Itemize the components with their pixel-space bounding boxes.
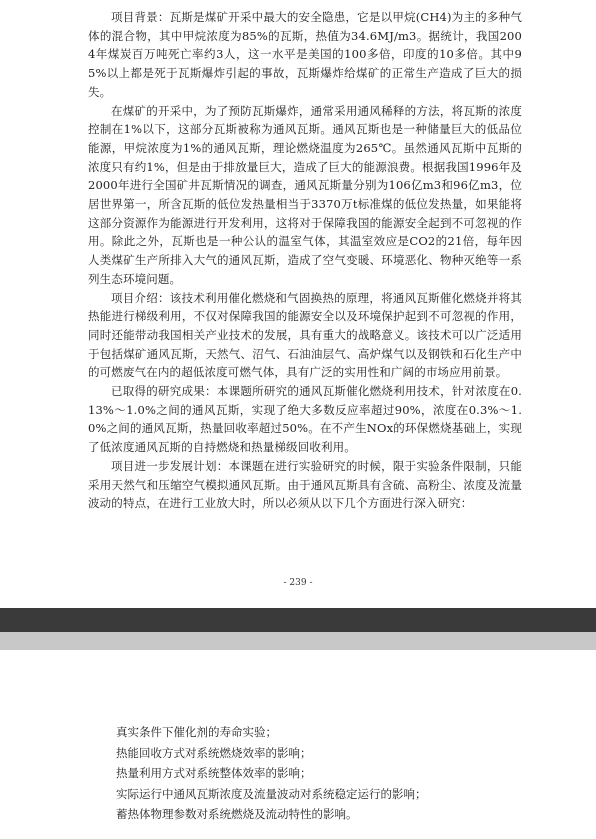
paragraph-ventilation-methane: 在煤矿的开采中，为了预防瓦斯爆炸，通常采用通风稀释的方法，将瓦斯的浓度控制在1%以下，这部分瓦斯被称为通风瓦斯。通风瓦斯也是一种储量巨大的低品位能源，甲烷浓度为1%的通风瓦斯，理论燃烧温度为265℃。虽然通风瓦斯中瓦斯的浓度只有约1%，但是由于排放量巨大，造成了巨大的能源浪费。根据我国1996年及2000年进行全国矿井瓦斯情况的调查，通风瓦斯量分别为106亿m3和96亿m3，位居世界第一，所含瓦斯的低位发热量相当于3370万t标准煤的低位发热量，如果能将这部分资源作为能源进行开发利用，这将对于保障我国的能源安全起到不可忽视的作用。除此之外，瓦斯也是一种公认的温室气体，其温室效应是CO2的21倍，每年因人类煤矿生产所排入大气的通风瓦斯，造成了空气变暖、环境恶化、物种灭绝等一系列生态环境问题。 — [88, 103, 522, 286]
research-items-list — [116, 722, 536, 825]
list-item: 蓄热体物理参数对系统燃烧及流动特性的影响。 — [116, 807, 358, 821]
paragraph-project-introduction: 项目介绍：该技术利用催化燃烧和气固换热的原理，将通风瓦斯催化燃烧并将其热能进行梯级利用，不仅对保障我国的能源安全以及环境保护起到不可忽视的作用，同时还能带动我国相关产业技术的发展，具有重大的战略意义。该技术可以广泛适用于包括煤矿通风瓦斯，天然气、沼气、石油油层气、高炉煤气以及钢铁和石化生产中的可燃废气在内的超低浓度可燃气体，具有广泛的实用性和广阔的市场应用前景。 — [88, 290, 522, 380]
list-item: 热量利用方式对系统整体效率的影响； — [116, 766, 312, 780]
page-number: - 239 - — [283, 578, 313, 588]
paragraph-development-plan: 项目进一步发展计划：本课题在进行实验研究的时候，限于实验条件限制，只能采用天然气和压缩空气模拟通风瓦斯。由于通风瓦斯具有含硫、高粉尘、浓度及流量波动的特点，在进行工业放大时，所以必须从以下几个方面进行深入研究： — [88, 458, 522, 511]
paragraph-research-results: 已取得的研究成果：本课题所研究的通风瓦斯催化燃烧利用技术，针对浓度在0.13%～1.0%之间的通风瓦斯，实现了绝大多数反应率超过90%，浓度在0.3%～1.0%之间的通风瓦斯，热量回收率超过50%。在不产生NOx的环保燃烧基础上，实现了低浓度通风瓦斯的自持燃烧和热量梯级回收利用。 — [88, 384, 522, 455]
list-item: 热能回收方式对系统燃烧效率的影响； — [116, 745, 312, 760]
paragraph-project-background: 项目背景：瓦斯是煤矿开采中最大的安全隐患，它是以甲烷(CH4)为主的多种气体的混合物，其中甲烷浓度为85%的瓦斯，热值为34.6MJ/m3。据统计，我国2004年煤炭百万吨死亡率约3人，这一水平是美国的100多倍，印度的10多倍。其中95%以上都是死于瓦斯爆炸引起的事故，瓦斯爆炸给煤矿的正常生产造成了巨大的损失。 — [88, 10, 522, 99]
list-item: 真实条件下催化剂的寿命实验； — [116, 725, 277, 739]
page-separator — [0, 608, 596, 650]
list-item: 实际运行中通风瓦斯浓度及流量波动对系统稳定运行的影响； — [116, 786, 427, 801]
body-text — [88, 8, 522, 513]
document-page-next — [0, 650, 596, 839]
page-gap-shadow — [0, 608, 596, 632]
